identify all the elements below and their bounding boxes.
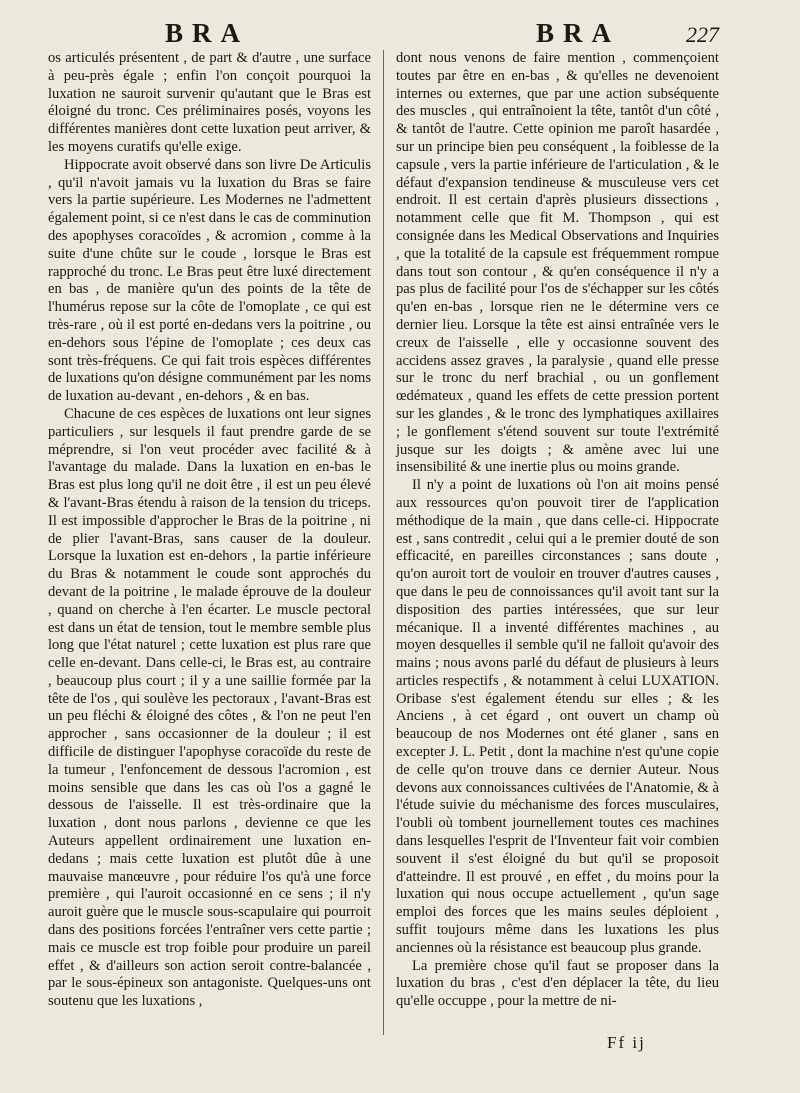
right-column xyxy=(396,50,719,1011)
running-head-right: BRA xyxy=(536,18,621,48)
column-divider xyxy=(383,50,384,1035)
running-head-left: BRA xyxy=(165,18,250,48)
paragraph: os articulés présentent , de part & d'autre , une surface à peu-près égale ; enfin l'on conçoit pourquoi la luxation ne sauroit survenir qu'autant que le Bras est éloigné du tronc. Ces préliminaires posés, voyons les différentes manières dont cette luxation peut arriver, & les moyens curatifs qu'elle exige. xyxy=(48,50,371,155)
paragraph: Chacune de ces espèces de luxations ont leur signes particuliers , sur lesquels il faut prendre garde de se méprendre, si l'on veut procéder avec facilité & à l'avantage du malade. Dans la luxation en en-bas le Bras est plus long qu'il ne doit être , il est un peu élevé & l'avant-Bras étendu à raison de la tension du triceps. Il est impossible d'approcher le Bras de la poitrine , ni de plier l'avant-Bras, sans causer de la douleur. Lorsque la luxation est en-dehors , la partie inférieure du Bras & notamment le coude sont approchés du devant de la poitrine , le malade éprouve de la douleur , quand on cherche à l'en écarter. Le muscle pectoral est dans un état de tension, tout le membre semble plus long que l'état naturel ; cette luxation est plus rare que celle en-devant. Dans celle-ci, le Bras est, au contraire , beaucoup plus court ; il y a une saillie formée par la tête de l'os , qui soulève les pectoraux , l'avant-Bras est un peu fléchi & éloigné des côtes , & l'on ne peut l'en approcher , sans occasionner de la douleur ; il est difficile de distinguer l'apophyse coracoïde du reste de la tumeur , l'enfoncement de dessous l'acromion , est moins sensible que dans les cas où l'os a gagné le dessous de l'aisselle. Il est très-ordinaire que la luxation , dont nous parlons , devienne ce que les Auteurs appellent ordinairement une luxation en-dedans ; mais cette luxation est plutôt dûe à une mauvaise manœuvre , pour réduire l'os qu'à une force première , qui l'auroit occasionné en ce sens ; il n'y auroit guère que le muscle sous-scapulaire qui pourroit dans des positions forcées l'entraîner vers cette partie ; mais ce muscle est trop foible pour produire un pareil effet , & d'ailleurs son action seroit contre-balancée , par le sous-épineux son antagoniste. Quelques-uns ont soutenu que les luxations , xyxy=(48,405,371,1010)
paragraph: Hippocrate avoit observé dans son livre De Articulis , qu'il n'avoit jamais vu la luxation du Bras se faire vers la partie supérieure. Les Modernes ne l'admettent également point, si ce n'est dans le cas de comminution des apophyses coracoïdes , & acromion , comme à la suite d'une chûte sur le coude , lorsque le Bras est rapproché du tronc. Le Bras peut être luxé directement en bas , de manière qu'un des points de la tête de l'humérus repose sur la côte de l'omoplate , ce qui est très-rare , où il est porté en-dedans vers la poitrine , ou en-dehors sous l'épine de l'omoplate ; ces deux cas sont très-fréquens. Ce qui fait trois espèces différentes de luxations qu'on désigne communément par les noms de luxation au-devant , en-dehors , & en bas. xyxy=(48,156,371,405)
paragraph: Il n'y a point de luxations où l'on ait moins pensé aux ressources qu'on pouvoit tirer de l'application méthodique de la main , que dans celle-ci. Hippocrate est , sans contredit , celui qui a le premier douté de son efficacité, en pareilles circonstances ; sans doute , qu'on auroit tort de vouloir en trouver d'autres causes , que dans le peu de connoissances qu'il avoit tant sur la disposition des parties intéressées, que sur leur mécanique. Il a inventé différentes machines , au moyen desquelles il semble qu'il ne falloit qu'avoir des mains ; nous avons parlé du défaut de plusieurs à leurs articles respectifs , & notamment à celui LUXATION. Oribase s'est également étendu sur elles ; & les Anciens , à cet égard , ont ouvert un champ où beaucoup de nos Modernes ont été glaner , sans en excepter J. L. Petit , dont la machine n'est qu'une copie de celle qu'on trouve dans ce dernier Auteur. Nous devons aux connoissances cultivées de l'Anatomie, & à l'étude suivie du méchanisme des forces musculaires, l'oubli où tombent journellement toutes ces machines dans lesquelles l'esprit de l'Inventeur fait voir combien souvent il s'est éloigné du but qu'il se proposoit d'atteindre. Il est prouvé , en effet , du moins pour la luxation qui nous occupe actuellement , qu'un sage emploi des forces que les mains seules déploient , suffit toujours même dans les luxations les plus anciennes où la résistance est beaucoup plus grande. xyxy=(396,477,719,956)
paragraph: La première chose qu'il faut se proposer dans la luxation du bras , c'est d'en déplacer la tête, du lieu qu'elle occuppe , pour la mettre de ni- xyxy=(396,957,719,1010)
paragraph: dont nous venons de faire mention , commençoient toutes par être en en-bas , & qu'elles ne devenoient internes ou externes, que par une action subséquente des muscles , qui entraînoient la tête, tantôt d'un côté , & tantôt de l'autre. Cette opinion me paroît hasardée , sur un principe bien peu conséquent , la foiblesse de la capsule , vers la partie inférieure de l'articulation , & le défaut d'expansion tendineuse & musculeuse vers cet endroit. Il est certain d'après plusieurs dissections , notamment celle que fit M. Thompson , qui est consignée dans les Medical Observations and Inquiries , que la totalité de la capsule est fréquemment rompue dans tout son contour , & qu'en conséquence il n'y a pas plus de facilité pour l'os de s'échapper sur les côtés qu'en en-bas , lorsque rien ne le détermine vers ce dernier lieu. Lorsque la tête est ainsi entraînée vers le creux de l'aisselle , elle y occasionne souvent des accidens assez graves , la paralysie , quand elle presse sur le tronc du nerf brachial , ou un gonflement œdémateux , quand les effets de cette pression portent sur les glandes , & le tronc des lymphatiques axillaires ; le gonflement s'étend souvent sur toute l'extrémité jusque sur les doigts ; & amène avec lui une insensibilité & une inertie plus ou moins grande. xyxy=(396,50,719,476)
page-number: 227 xyxy=(686,22,719,47)
signature-mark: Ff ij xyxy=(607,1033,646,1052)
left-column xyxy=(48,50,371,1011)
